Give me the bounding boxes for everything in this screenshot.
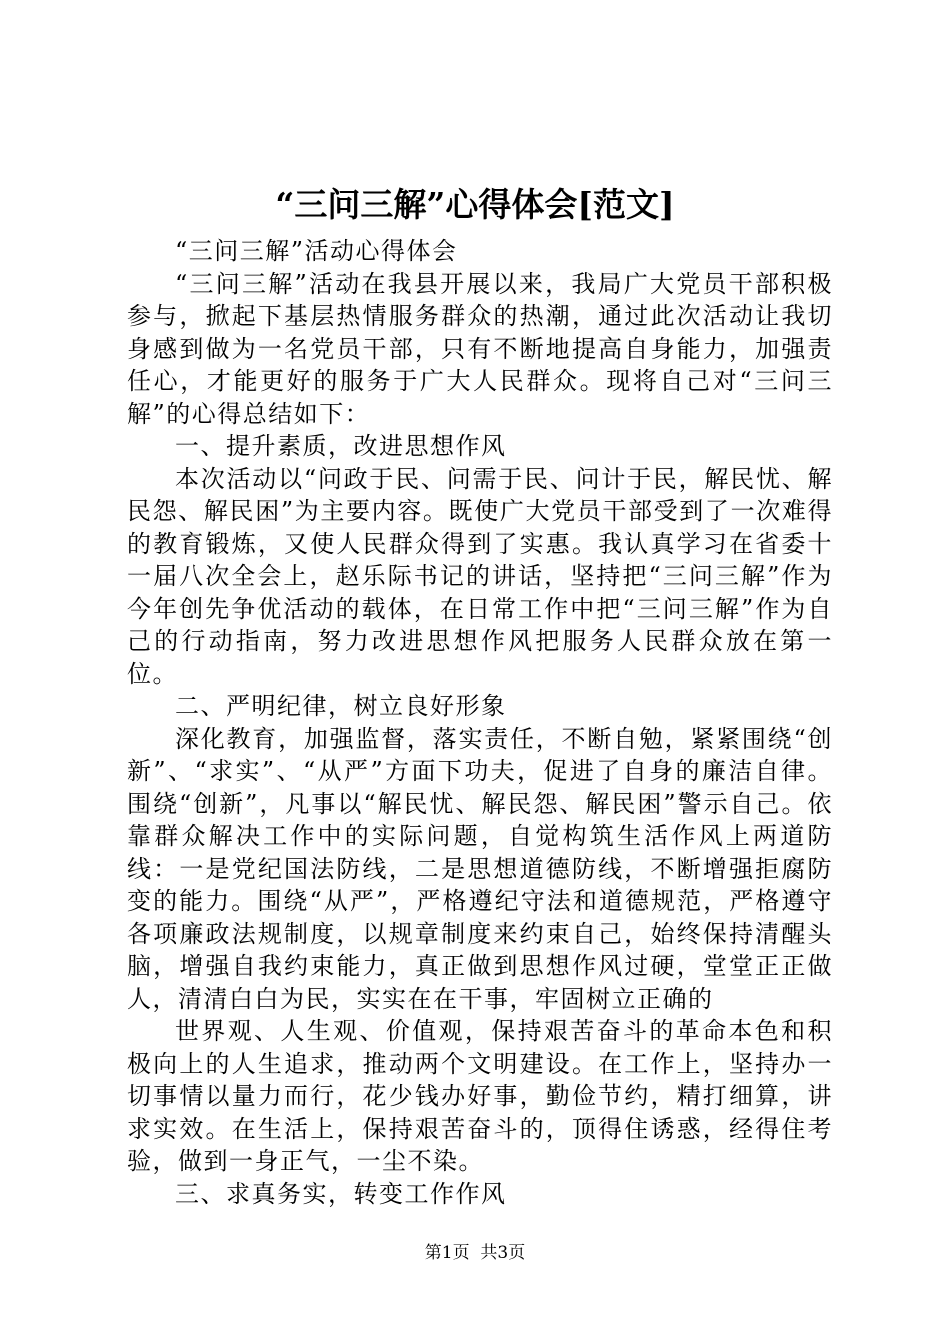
document-title: “三问三解”心得体会[范文] bbox=[275, 185, 675, 224]
section-2-paragraph: 深化教育，加强监督，落实责任，不断自勉，紧紧围绕“创新”、“求实”、“从严”方面下功夫，促进了自身的廉洁自律。围绕“创新”，凡事以“解民忧、解民怨、解民困”警示自己。依靠群众解决工作中的实际问题，自觉构筑生活作风上两道防线：一是党纪国法防线，二是思想道德防线，不断增强拒腐防变的能力。围绕“从严”，严格遵纪守法和道德规范，严格遵守各项廉政法规制度，以规章制度来约束自己，始终保持清醒头脑，增强自我约束能力，真正做到思想作风过硬，堂堂正正做人，清清白白为民，实实在在干事，牢固树立正确的 bbox=[127, 724, 833, 1013]
document-body bbox=[127, 235, 833, 1210]
intro-paragraph: “三问三解”活动在我县开展以来，我局广大党员干部积极参与，掀起下基层热情服务群众的热潮，通过此次活动让我切身感到做为一名党员干部，只有不断地提高自身能力，加强责任心，才能更好的服务于广大人民群众。现将自己对“三问三解”的心得总结如下： bbox=[127, 269, 833, 428]
page-footer bbox=[0, 1241, 950, 1265]
section-2-continued-paragraph: 世界观、人生观、价值观，保持艰苦奋斗的革命本色和积极向上的人生追求，推动两个文明建设。在工作上，坚持办一切事情以量力而行，花少钱办好事，勤俭节约，精打细算，讲求实效。在生活上，保持艰苦奋斗的，顶得住诱惑，经得住考验，做到一身正气，一尘不染。 bbox=[127, 1017, 833, 1175]
section-heading-3: 三、求真务实，转变工作作风 bbox=[175, 1179, 507, 1208]
subtitle-paragraph: “三问三解”活动心得体会 bbox=[175, 237, 458, 265]
section-heading-1: 一、提升素质，改进思想作风 bbox=[175, 432, 507, 460]
page-number: 第1页 共3页 bbox=[424, 1243, 526, 1263]
section-1-paragraph: 本次活动以“问政于民、问需于民、问计于民，解民忧、解民怨、解民困”为主要内容。既使广大党员干部受到了一次难得的教育锻炼，又使人民群众得到了实惠。我认真学习在省委十一届八次全会上，赵乐际书记的讲话，坚持把“三问三解”作为今年创先争优活动的载体，在日常工作中把“三问三解”作为自己的行动指南，努力改进思想作风把服务人民群众放在第一位。 bbox=[127, 464, 833, 688]
section-heading-2: 二、严明纪律，树立良好形象 bbox=[175, 692, 507, 720]
